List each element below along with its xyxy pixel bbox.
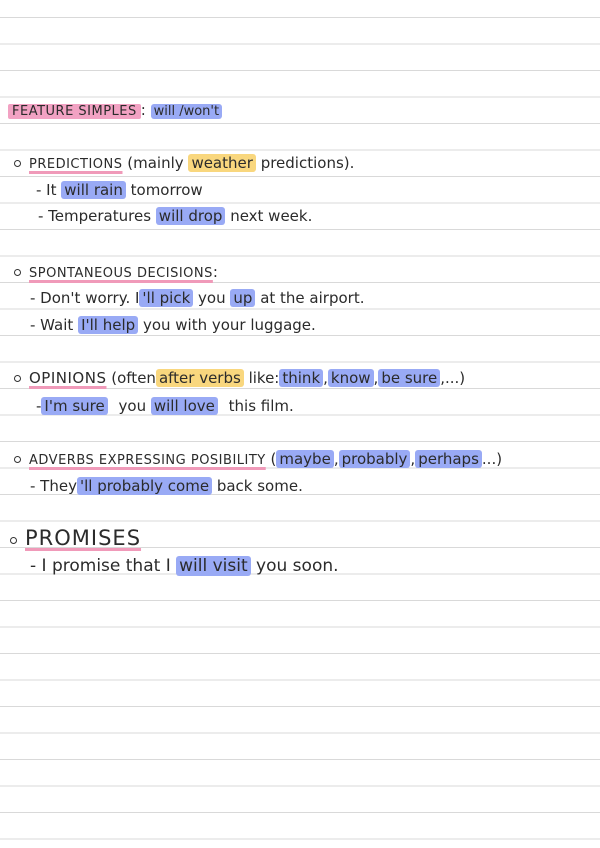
predictions-example-1 bbox=[36, 180, 203, 200]
predictions-example-2 bbox=[38, 206, 312, 226]
title-separator: : bbox=[140, 101, 146, 119]
example-highlight-1: I'm sure bbox=[41, 397, 107, 415]
example-mid: you bbox=[198, 289, 226, 307]
adverbs-paren-open: ( bbox=[270, 450, 277, 468]
promises-heading: PROMISES bbox=[25, 526, 142, 550]
example-highlight-2: up bbox=[230, 289, 255, 307]
spontaneous-colon: : bbox=[212, 263, 218, 281]
bullet-icon bbox=[14, 375, 21, 382]
example-lead: - It bbox=[36, 181, 57, 199]
predictions-highlight: weather bbox=[188, 154, 255, 172]
spontaneous-example-1 bbox=[30, 288, 364, 308]
bullet-icon bbox=[10, 537, 17, 544]
example-highlight: will drop bbox=[156, 207, 226, 225]
predictions-paren-close: predictions). bbox=[260, 154, 355, 172]
title-rule: will /won't bbox=[151, 104, 222, 119]
example-tail: at the airport. bbox=[260, 289, 365, 307]
promises-heading-line bbox=[10, 528, 141, 550]
spontaneous-heading-line bbox=[14, 262, 218, 284]
example-highlight: I'll help bbox=[78, 316, 138, 334]
example-lead: - Temperatures bbox=[38, 207, 152, 225]
example-highlight: will visit bbox=[176, 556, 251, 576]
opinions-heading: OPINIONS bbox=[29, 369, 107, 387]
adverbs-heading-line: ADVERBS EXPRESSING POSIBILITY ( maybe , probably , perhaps ...) bbox=[14, 449, 502, 471]
adverbs-heading: ADVERBS EXPRESSING POSIBILITY bbox=[29, 453, 266, 468]
bullet-icon bbox=[14, 160, 21, 167]
adverb-1: maybe bbox=[276, 450, 333, 468]
opinions-like: like: bbox=[248, 369, 280, 387]
bullet-icon bbox=[14, 269, 21, 276]
example-tail: you with your luggage. bbox=[142, 316, 316, 334]
example-lead: - Wait bbox=[30, 316, 74, 334]
opinions-verb-3: be sure bbox=[378, 369, 440, 387]
bullet-icon bbox=[14, 456, 21, 463]
adverb-2: probably bbox=[339, 450, 411, 468]
opinions-verb-2: know bbox=[328, 369, 374, 387]
example-highlight-1: 'll pick bbox=[139, 289, 193, 307]
spontaneous-example-2 bbox=[30, 315, 316, 335]
predictions-heading: PREDICTIONS bbox=[29, 157, 123, 172]
adverbs-paren-close: ...) bbox=[481, 450, 503, 468]
adverb-3: perhaps bbox=[415, 450, 482, 468]
example-lead: - bbox=[36, 397, 42, 415]
example-tail: this film. bbox=[228, 397, 294, 415]
example-tail: back some. bbox=[216, 477, 303, 495]
opinions-heading-line: OPINIONS (often after verbs like: think , know , be sure ,...) bbox=[14, 368, 465, 388]
opinions-verb-1: think bbox=[279, 369, 323, 387]
example-lead: - I promise that I bbox=[30, 556, 171, 576]
example-mid: you bbox=[118, 397, 147, 415]
example-tail: next week. bbox=[230, 207, 313, 225]
spontaneous-heading: SPONTANEOUS DECISIONS bbox=[29, 266, 213, 281]
opinions-paren-close: ,...) bbox=[440, 369, 466, 387]
example-highlight: 'll probably come bbox=[77, 477, 212, 495]
title-label: FEATURE SIMPLES bbox=[8, 104, 141, 119]
predictions-paren-open: (mainly bbox=[127, 154, 184, 172]
title-line bbox=[8, 100, 222, 122]
opinions-paren-open: (often bbox=[111, 369, 156, 387]
example-lead: - They bbox=[30, 477, 77, 495]
example-tail: tomorrow bbox=[130, 181, 203, 199]
example-highlight-2: will love bbox=[151, 397, 218, 415]
predictions-heading-line bbox=[14, 153, 354, 175]
example-tail: you soon. bbox=[256, 556, 339, 576]
opinions-example-1 bbox=[36, 396, 294, 416]
promises-example-1 bbox=[30, 556, 339, 576]
example-highlight: will rain bbox=[61, 181, 126, 199]
example-lead: - Don't worry. I bbox=[30, 289, 140, 307]
adverbs-example-1 bbox=[30, 476, 303, 496]
opinions-highlight: after verbs bbox=[156, 369, 244, 387]
